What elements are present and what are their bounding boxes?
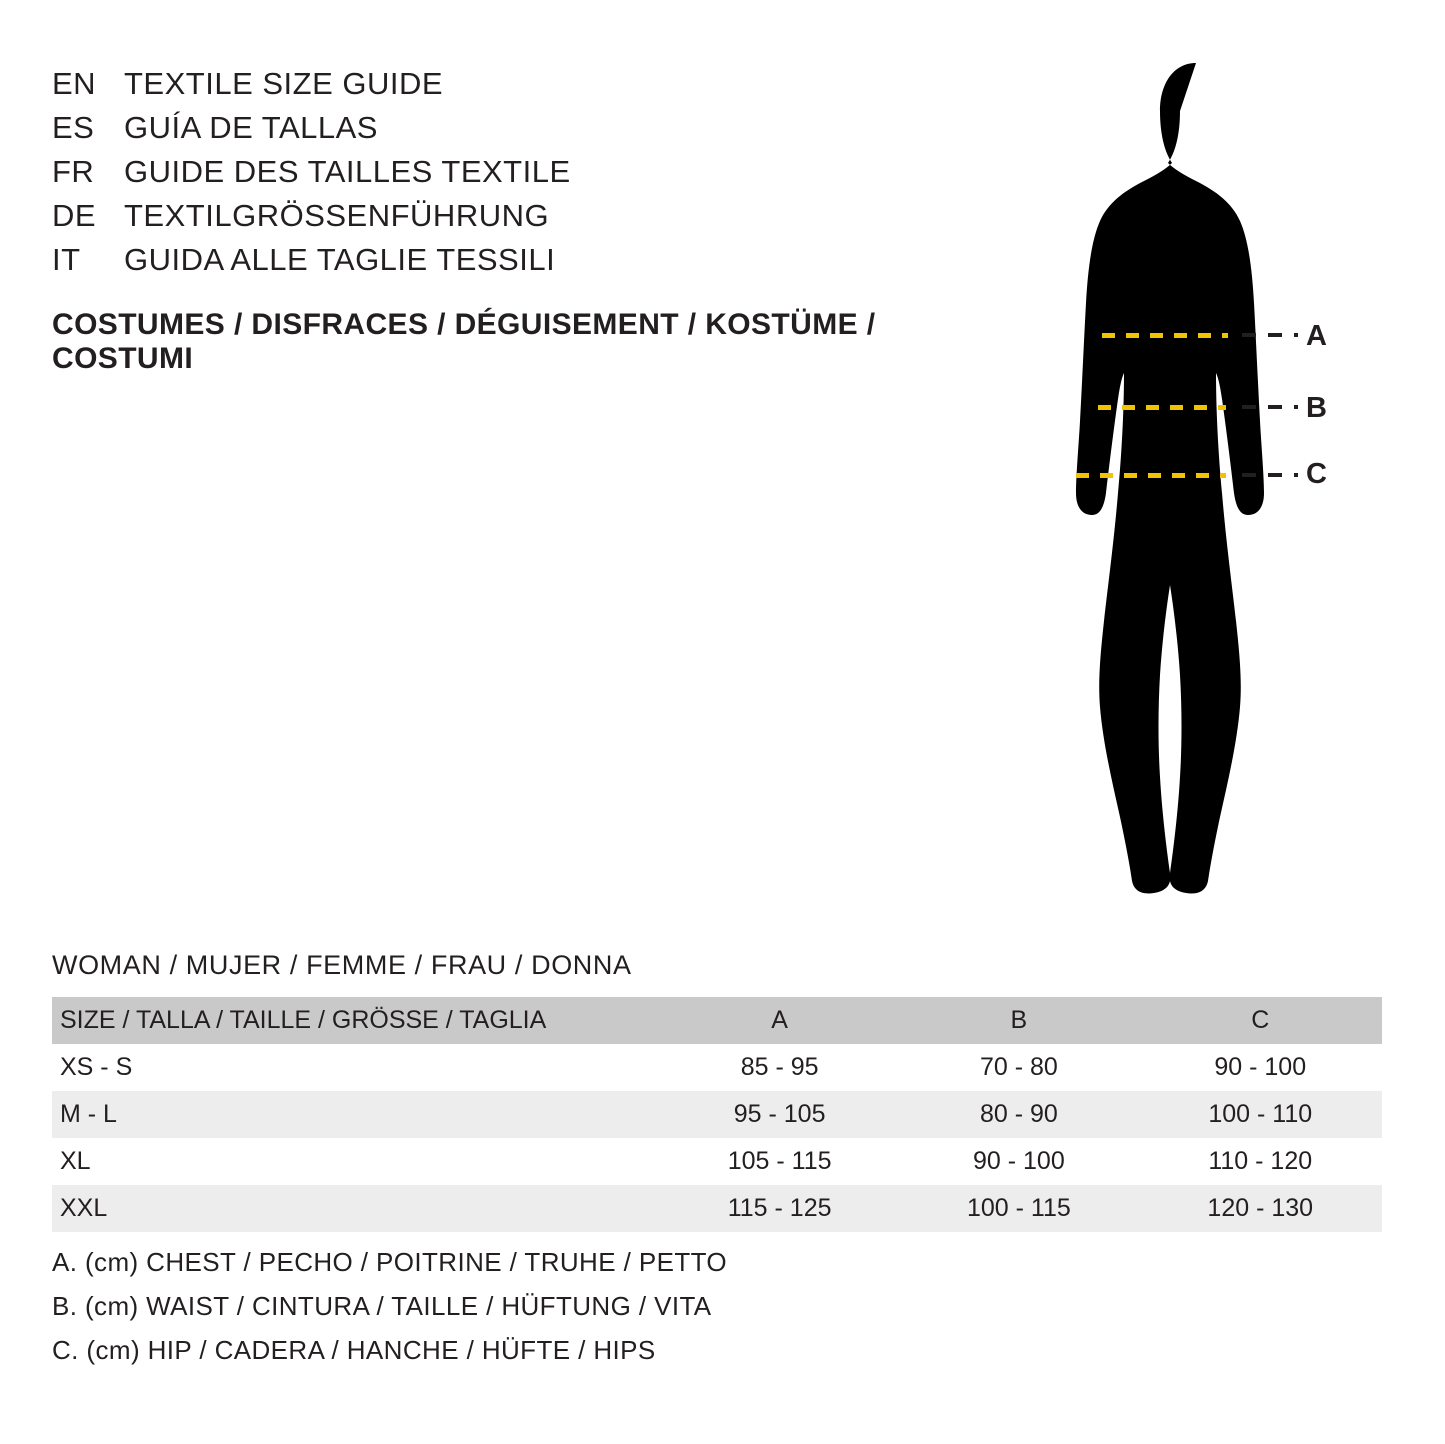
language-code: EN: [52, 66, 97, 101]
table-header-row: [52, 997, 1382, 1044]
waist-leader-line: [1242, 405, 1298, 409]
language-title: TEXTILGRÖSSENFÜHRUNG: [124, 198, 550, 233]
table-header-b: B: [1010, 1006, 1028, 1034]
cell-hip: 100 - 110: [1208, 1100, 1313, 1128]
language-row-en: [52, 62, 1012, 106]
cell-hip: 90 - 100: [1214, 1053, 1307, 1081]
table-header-size: SIZE / TALLA / TAILLE / GRÖSSE / TAGLIA: [60, 1006, 547, 1034]
table-row: [52, 1185, 1382, 1232]
table-row: [52, 1044, 1382, 1091]
hip-measure-line: [1076, 473, 1226, 478]
language-title: TEXTILE SIZE GUIDE: [124, 66, 444, 101]
language-row-it: [52, 238, 1012, 282]
language-row-es: [52, 106, 1012, 150]
cell-size: XXL: [60, 1194, 108, 1222]
measurement-legend: [52, 1240, 727, 1372]
table-header-c: C: [1251, 1006, 1270, 1034]
language-title: GUÍA DE TALLAS: [124, 110, 378, 145]
table-body: [52, 1044, 1382, 1232]
cell-size: XL: [60, 1147, 91, 1175]
language-row-fr: [52, 150, 1012, 194]
language-code: IT: [52, 242, 81, 277]
header-block: [52, 62, 1012, 376]
table-row: [52, 1138, 1382, 1185]
hip-leader-line: [1242, 473, 1298, 477]
chest-leader-line: [1242, 333, 1298, 337]
cell-chest: 95 - 105: [733, 1100, 826, 1128]
language-code: DE: [52, 198, 97, 233]
table-caption: WOMAN / MUJER / FEMME / FRAU / DONNA: [52, 950, 632, 980]
cell-size: XS - S: [60, 1053, 133, 1081]
size-table: [52, 997, 1382, 1232]
table-row: [52, 1091, 1382, 1138]
cell-chest: 85 - 95: [740, 1053, 819, 1081]
language-code: ES: [52, 110, 95, 145]
measure-label-b: B: [1306, 392, 1327, 424]
legend-line-a: A. (cm) CHEST / PECHO / POITRINE / TRUHE / PETTO: [52, 1247, 728, 1277]
language-row-de: [52, 194, 1012, 238]
cell-hip: 110 - 120: [1208, 1147, 1313, 1175]
body-figure: [1010, 55, 1390, 895]
table-header: [52, 997, 1382, 1044]
language-title: GUIDA ALLE TAGLIE TESSILI: [124, 242, 556, 277]
measure-label-c: C: [1306, 458, 1327, 490]
table-header-a: A: [771, 1006, 788, 1034]
waist-measure-line: [1098, 405, 1226, 410]
cell-waist: 100 - 115: [966, 1194, 1071, 1222]
language-code: FR: [52, 154, 95, 189]
cell-waist: 80 - 90: [979, 1100, 1058, 1128]
legend-line-c: C. (cm) HIP / CADERA / HANCHE / HÜFTE / HIPS: [52, 1335, 656, 1365]
cell-chest: 115 - 125: [727, 1194, 832, 1222]
legend-line-b: B. (cm) WAIST / CINTURA / TAILLE / HÜFTUNG / VITA: [52, 1291, 712, 1321]
measure-label-a: A: [1306, 320, 1327, 352]
cell-waist: 90 - 100: [973, 1147, 1065, 1175]
cell-hip: 120 - 130: [1207, 1194, 1314, 1222]
size-table-section: [52, 950, 1382, 1232]
section-title: COSTUMES / DISFRACES / DÉGUISEMENT / KOSTÜME / COSTUMI: [52, 308, 876, 375]
cell-size: M - L: [60, 1100, 117, 1128]
cell-chest: 105 - 115: [727, 1147, 832, 1175]
cell-waist: 70 - 80: [979, 1053, 1058, 1081]
chest-measure-line: [1102, 333, 1228, 338]
language-title: GUIDE DES TAILLES TEXTILE: [124, 154, 571, 189]
